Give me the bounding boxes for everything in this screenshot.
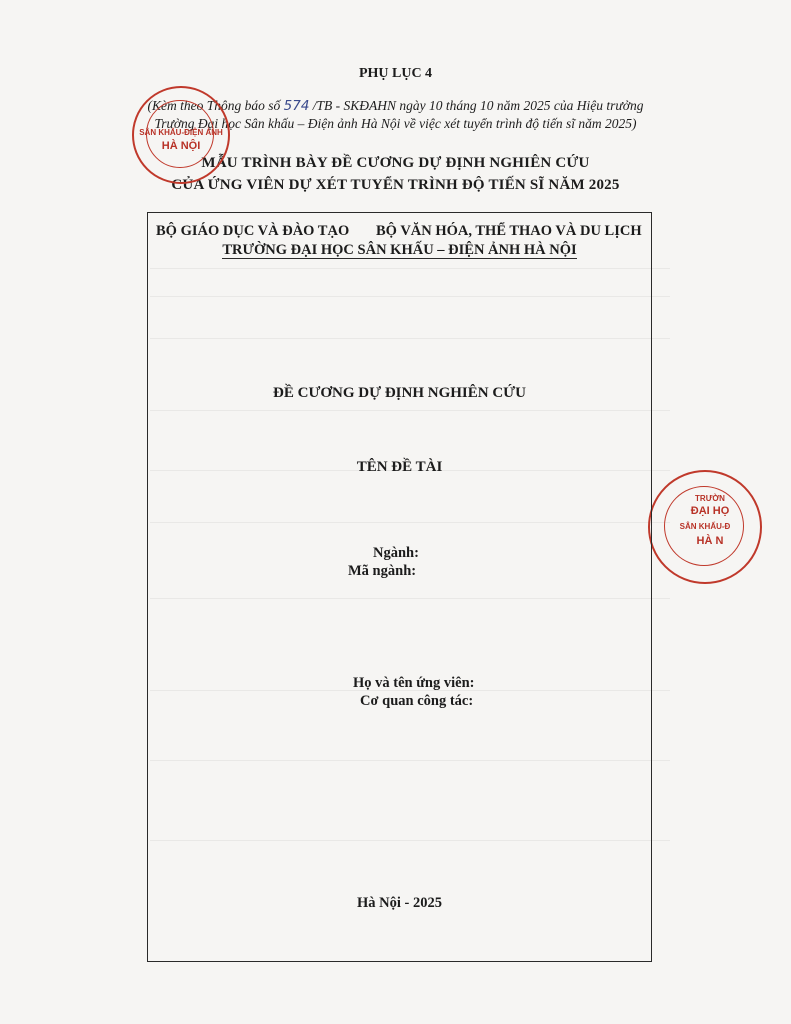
appendix-label: PHỤ LỤC 4 bbox=[358, 66, 433, 81]
form-title-line2: CỦA ỨNG VIÊN DỰ XÉT TUYỂN TRÌNH ĐỘ TIẾN SĨ NĂM 2025 bbox=[171, 177, 620, 193]
announcement-note-line1 bbox=[0, 98, 791, 114]
seal-right-line4: HÀ N bbox=[696, 535, 724, 547]
workplace-label: Cơ quan công tác: bbox=[360, 693, 474, 709]
candidate-name-label: Họ và tên ứng viên: bbox=[353, 675, 475, 691]
topic-title: TÊN ĐỀ TÀI bbox=[356, 459, 443, 475]
form-title-line1: MẪU TRÌNH BÀY ĐỀ CƯƠNG DỰ ĐỊNH NGHIÊN CỨU bbox=[201, 155, 590, 171]
note-suffix: /TB - SKĐAHN ngày 10 tháng 10 năm 2025 của Hiệu trưởng bbox=[312, 98, 644, 113]
ministry-culture: BỘ VĂN HÓA, THỂ THAO VÀ DU LỊCH bbox=[376, 223, 642, 239]
seal-left-line2: HÀ NỘI bbox=[161, 140, 201, 152]
announcement-note-line2: Trường Đại học Sân khấu – Điện ảnh Hà Nội về việc xét tuyển trình độ tiến sĩ năm 2025) bbox=[154, 116, 637, 131]
ministry-education: BỘ GIÁO DỤC VÀ ĐÀO TẠO bbox=[156, 223, 350, 239]
university-name: TRƯỜNG ĐẠI HỌC SÂN KHẤU – ĐIỆN ẢNH HÀ NỘI bbox=[222, 242, 577, 258]
major-code-label: Mã ngành: bbox=[348, 563, 417, 579]
seal-right-line3: SÂN KHẤU-Đ bbox=[679, 522, 731, 531]
note-prefix: (Kèm theo Thông báo số bbox=[147, 98, 281, 113]
seal-right-line2: ĐẠI HỌ bbox=[690, 505, 730, 517]
university-seal-left bbox=[132, 86, 230, 184]
handwritten-note-number: 574 bbox=[283, 98, 310, 114]
proposal-cover-frame bbox=[147, 212, 652, 962]
university-seal-right bbox=[648, 470, 762, 584]
proposal-title: ĐỀ CƯƠNG DỰ ĐỊNH NGHIÊN CỨU bbox=[273, 385, 526, 401]
seal-right-line1: TRƯỜN bbox=[695, 494, 725, 503]
place-and-year: Hà Nội - 2025 bbox=[357, 895, 442, 911]
seal-left-line1: SÂN KHẤU-ĐIỆN ẢNH bbox=[139, 128, 223, 137]
major-label: Ngành: bbox=[373, 545, 419, 561]
